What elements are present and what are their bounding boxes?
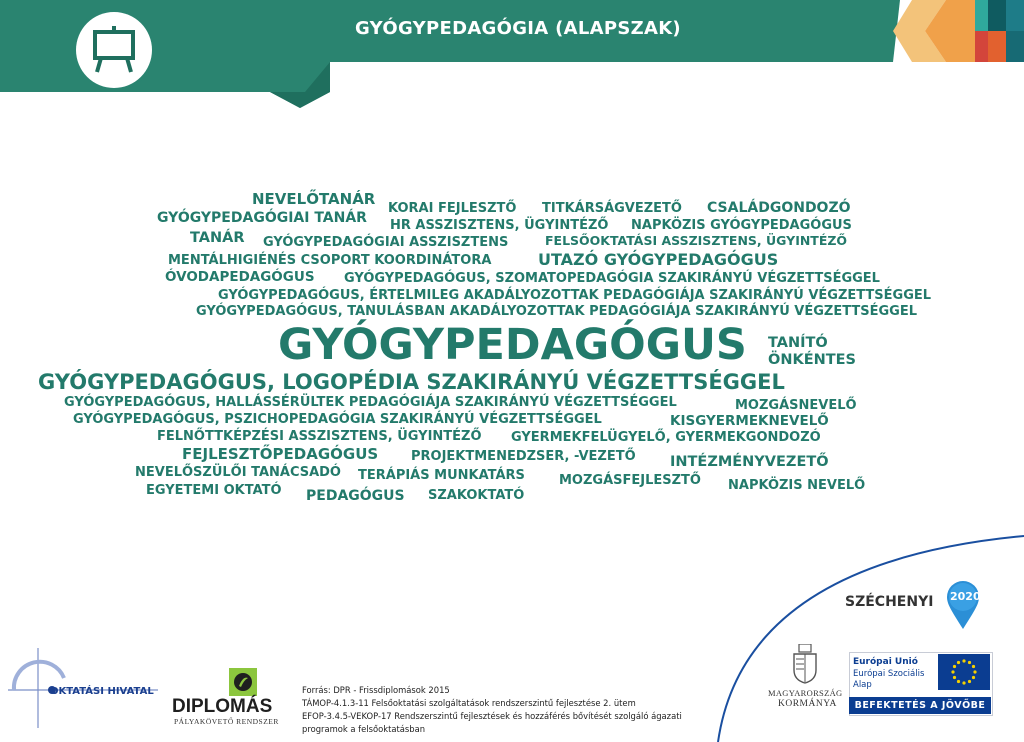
coat-of-arms-icon [792,644,818,684]
word-item: GYÓGYPEDAGÓGUS, ÉRTELMILEG AKADÁLYOZOTTAK PEDAGÓGIÁJA SZAKIRÁNYÚ VÉGZETTSÉGGEL [218,288,932,303]
word-item: ÖNKÉNTES [768,352,856,368]
word-item: GYÓGYPEDAGÓGUS, PSZICHOPEDAGÓGIA SZAKIRÁNYÚ VÉGZETTSÉGGEL [73,412,602,427]
word-item: TANÍTÓ [768,335,828,351]
word-item: NAPKÖZIS GYÓGYPEDAGÓGUS [631,218,852,233]
word-item: MENTÁLHIGIÉNÉS CSOPORT KOORDINÁTORA [168,253,492,268]
word-item: GYERMEKFELÜGYELŐ, GYERMEKGONDOZÓ [511,430,821,445]
source-line: programok a felsőoktatásban [302,724,426,734]
kormanya-label: KORMÁNYA [778,699,837,709]
word-item: SZAKOKTATÓ [428,488,525,503]
word-item: PEDAGÓGUS [306,488,405,504]
diplomas-logo-mark [229,668,257,696]
word-item: GYÓGYPEDAGÓGUS, HALLÁSSÉRÜLTEK PEDAGÓGIÁJA SZAKIRÁNYÚ VÉGZETTSÉGGEL [64,395,677,410]
word-item: PROJEKTMENEDZSER, -VEZETŐ [411,449,636,464]
word-item: FELSŐOKTATÁSI ASSZISZTENS, ÜGYINTÉZŐ [545,233,848,248]
word-item: NEVELŐTANÁR [252,190,376,208]
word-item: UTAZÓ GYÓGYPEDAGÓGUS [538,250,779,269]
source-line: EFOP-3.4.5-VEKOP-17 Rendszerszintű fejlesztések és hozzáférés bővítését szolgáló ágazati [302,711,682,721]
word-item: GYÓGYPEDAGÓGUS, LOGOPÉDIA SZAKIRÁNYÚ VÉGZETTSÉGGEL [38,370,785,394]
source-note [302,684,682,736]
word-item: GYÓGYPEDAGÓGIAI ASSZISZTENS [263,235,509,250]
word-item: KORAI FEJLESZTŐ [388,201,517,216]
word-item: GYÓGYPEDAGÓGIAI TANÁR [157,210,367,226]
word-item: FEJLESZTŐPEDAGÓGUS [182,445,379,463]
word-item: MOZGÁSFEJLESZTŐ [559,473,701,488]
eu-slogan: BEFEKTETÉS A JÖVŐBE [854,700,986,711]
word-item: NEVELŐSZÜLŐI TANÁCSADÓ [135,465,341,480]
szechenyi-pin-icon [945,580,981,630]
word-item: GYÓGYPEDAGÓGUS, TANULÁSBAN AKADÁLYOZOTTAK PEDAGÓGIÁJA SZAKIRÁNYÚ VÉGZETTSÉGGEL [196,304,918,319]
eu-fund-line: Alap [853,680,872,690]
eu-fund-line: Európai Szociális [853,669,925,679]
word-item: TANÁR [190,230,245,246]
szechenyi-label: SZÉCHENYI [845,594,934,610]
word-item: GYÓGYPEDAGÓGUS [278,320,747,370]
eu-title: Európai Unió [853,657,918,667]
diplomas-title: DIPLOMÁS [172,696,273,717]
diplomas-subtitle: PÁLYAKÖVETŐ RENDSZER [174,717,279,726]
word-item: ÓVODAPEDAGÓGUS [165,269,315,285]
word-item: HR ASSZISZTENS, ÜGYINTÉZŐ [390,218,609,233]
szechenyi-year: 2020 [950,590,981,603]
word-item: KISGYERMEKNEVELŐ [670,413,829,429]
source-line: Forrás: DPR - Frissdiplomások 2015 [302,685,450,695]
word-item: INTÉZMÉNYVEZETŐ [670,454,829,470]
eu-flag-icon [938,654,990,690]
leaf-icon [229,668,257,696]
word-item: TITKÁRSÁGVEZETŐ [542,201,682,216]
oktatasi-hivatal-label: OKTATÁSI HIVATAL [50,686,154,697]
word-item: GYÓGYPEDAGÓGUS, SZOMATOPEDAGÓGIA SZAKIRÁNYÚ VÉGZETTSÉGGEL [344,271,880,286]
word-item: FELNŐTTKÉPZÉSI ASSZISZTENS, ÜGYINTÉZŐ [157,429,482,444]
source-line: TÁMOP-4.1.3-11 Felsőoktatási szolgáltatások rendszerszintű fejlesztése 2. ütem [302,698,636,708]
page-title: GYÓGYPEDAGÓGIA (ALAPSZAK) [355,18,681,39]
word-item: MOZGÁSNEVELŐ [735,398,857,413]
word-item: EGYETEMI OKTATÓ [146,483,282,498]
word-item: NAPKÖZIS NEVELŐ [728,478,866,493]
magyarorszag-label: MAGYARORSZÁG [768,688,843,698]
word-item: TERÁPIÁS MUNKATÁRS [358,468,525,483]
word-item: CSALÁDGONDOZÓ [707,200,851,216]
